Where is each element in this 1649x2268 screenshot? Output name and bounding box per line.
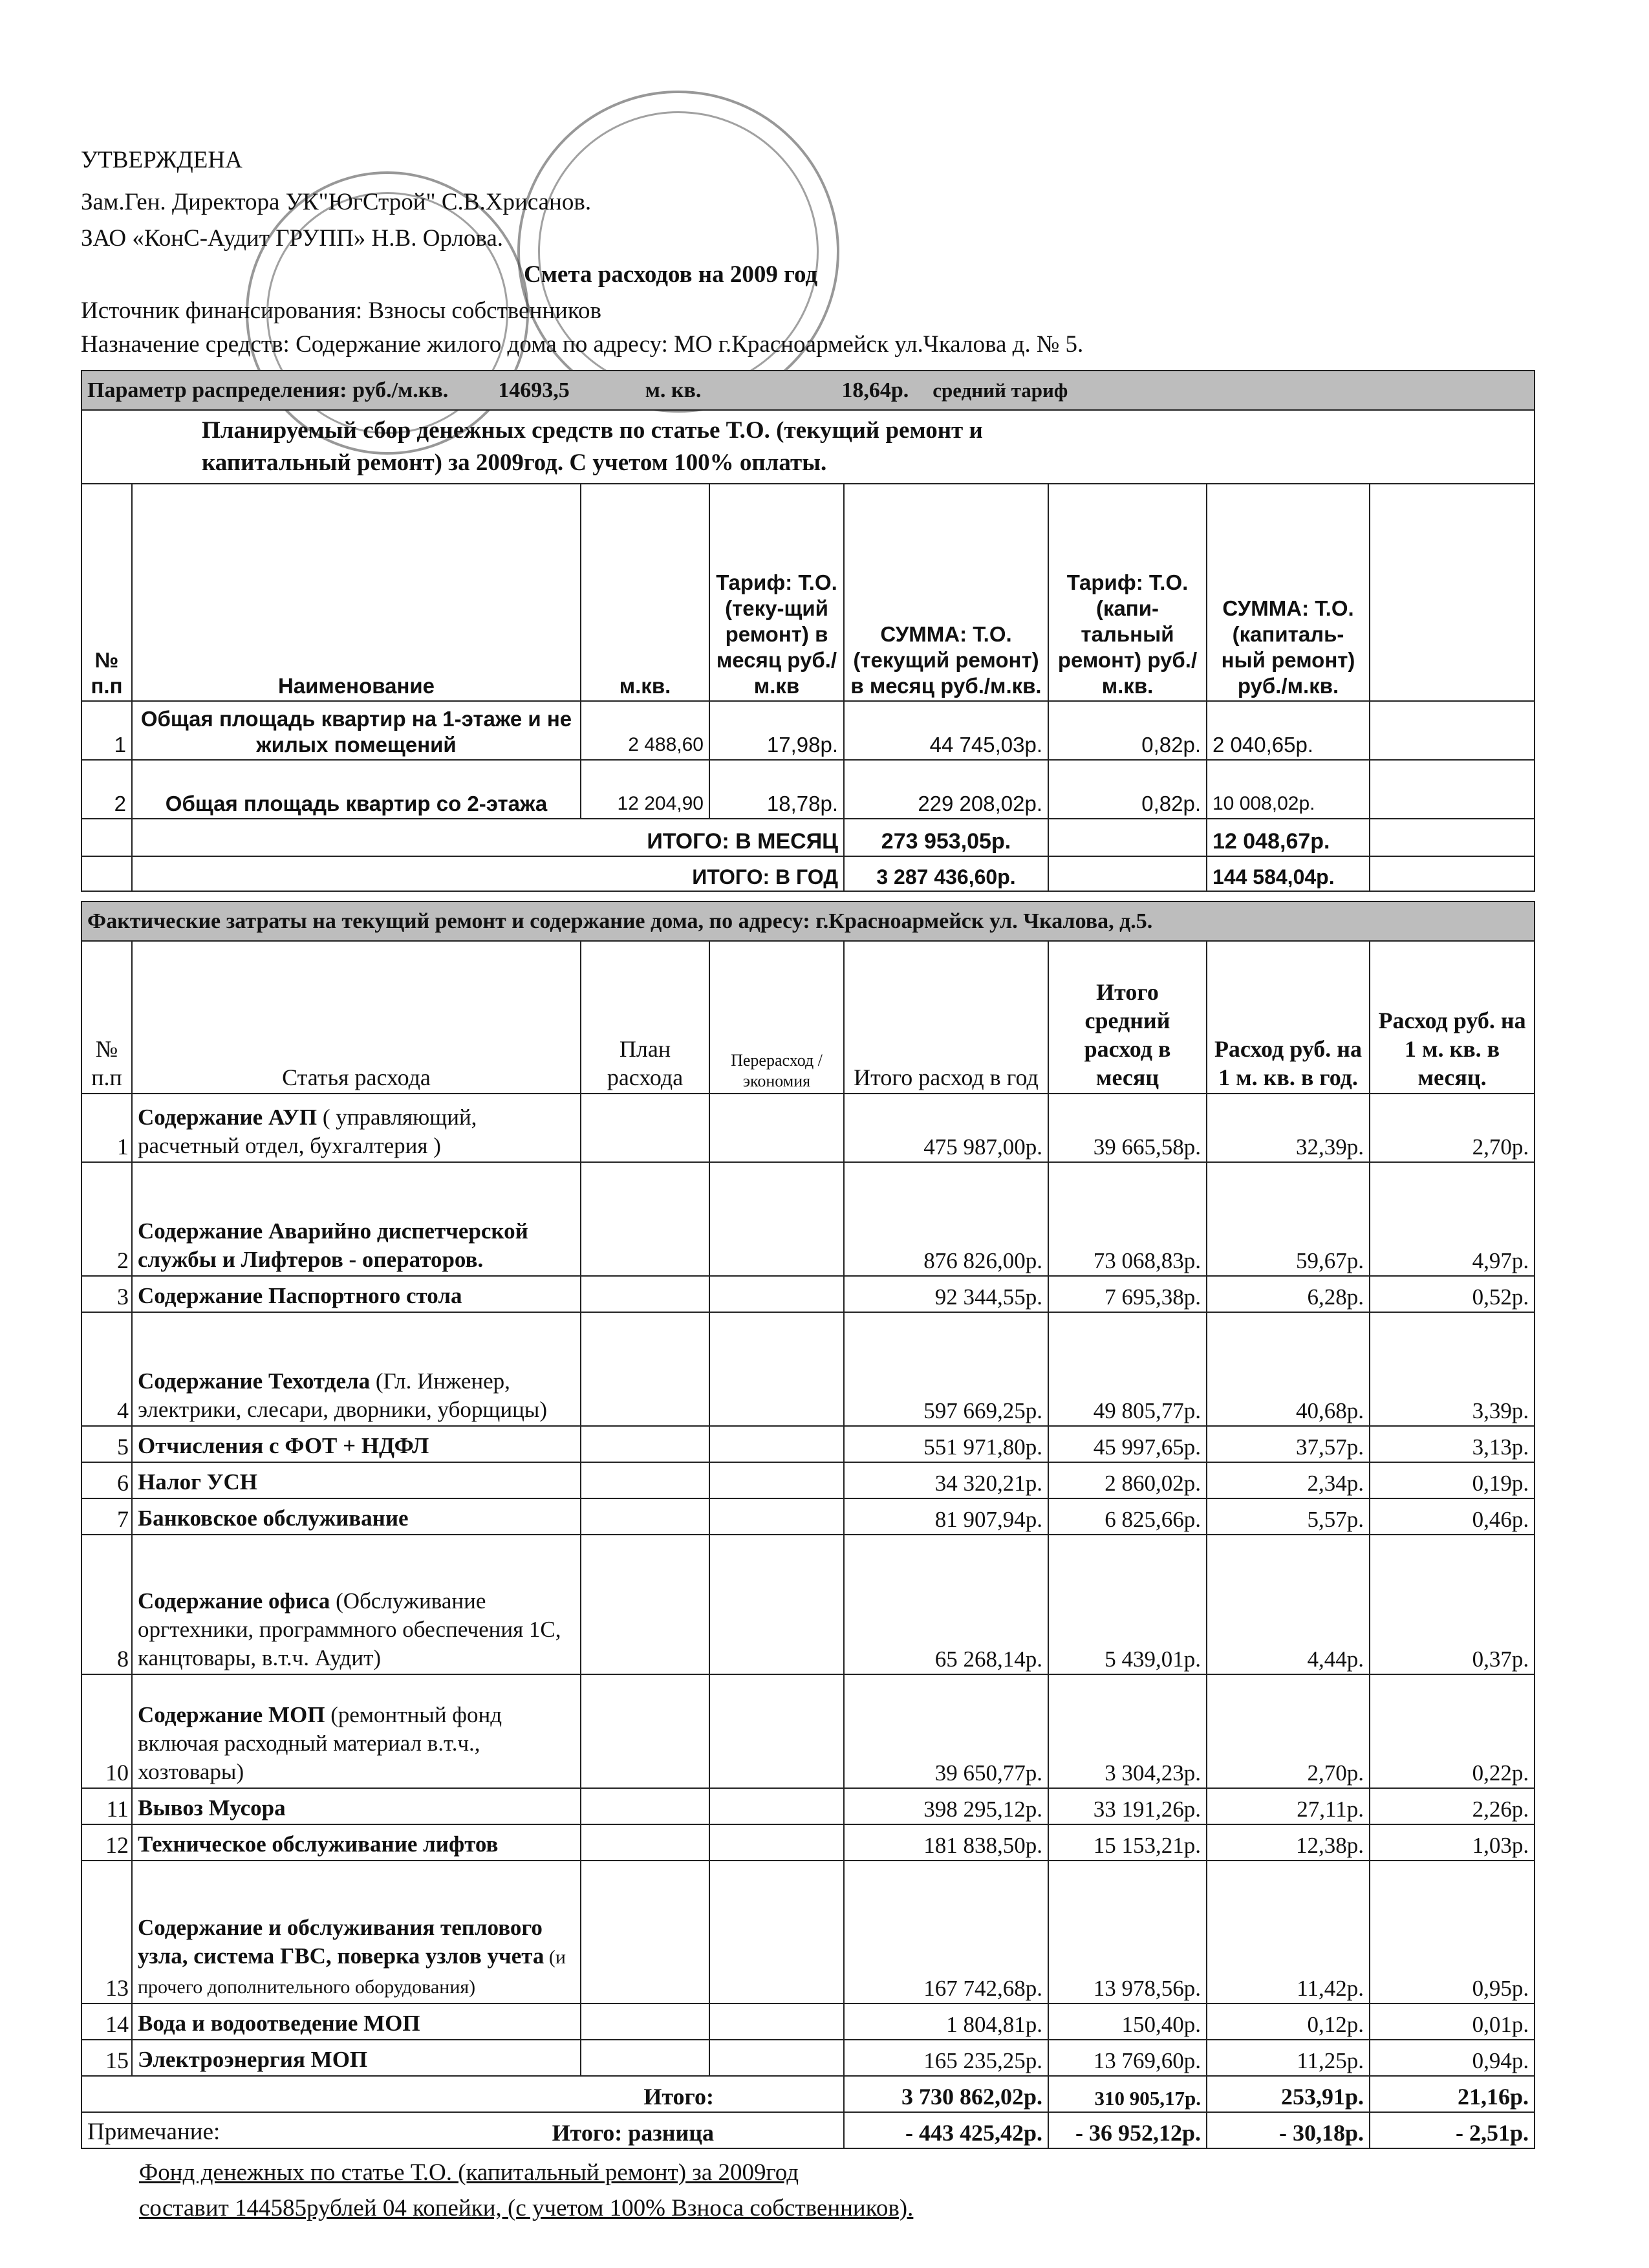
actual-diff-row	[81, 2112, 1535, 2148]
actual-col-item: Статья расхода	[132, 941, 581, 1094]
expense-plan	[581, 1674, 709, 1788]
expense-diff	[709, 1788, 844, 1824]
planned-year-total-row	[81, 856, 1535, 891]
expense-m2-month: 0,37р.	[1370, 1535, 1535, 1674]
expense-m2-year: 59,67р.	[1207, 1162, 1370, 1276]
note-line-2: составит 144585рублей 04 копейки, (с учетом 100% Взноса собственников).	[139, 2195, 914, 2221]
expense-item-main: Электроэнергия МОП	[138, 2047, 368, 2072]
planned-col-empty	[1370, 484, 1535, 701]
expense-num: 3	[81, 1276, 132, 1312]
expense-month: 49 805,77р.	[1048, 1312, 1207, 1426]
actual-col-plan: План расхода	[581, 941, 709, 1094]
planned-row-empty	[1370, 701, 1535, 760]
planned-row-sum-cur: 229 208,02р.	[844, 760, 1048, 819]
expense-diff	[709, 1462, 844, 1498]
expense-item	[132, 1535, 581, 1674]
expense-item	[132, 1462, 581, 1498]
actual-diff-m2y: - 30,18р.	[1207, 2112, 1370, 2148]
expense-m2-year: 11,25р.	[1207, 2040, 1370, 2076]
expense-m2-month: 0,46р.	[1370, 1498, 1535, 1535]
expense-plan	[581, 1462, 709, 1498]
expense-item	[132, 1312, 581, 1426]
expense-m2-year: 2,34р.	[1207, 1462, 1370, 1498]
planned-month-label: ИТОГО: В МЕСЯЦ	[132, 819, 844, 856]
expense-year: 597 669,25р.	[844, 1312, 1048, 1426]
expense-diff	[709, 1861, 844, 2003]
expense-month: 2 860,02р.	[1048, 1462, 1207, 1498]
note-label: Примечание:	[87, 2119, 221, 2145]
expense-m2-month: 0,94р.	[1370, 2040, 1535, 2076]
planned-row-empty	[1370, 760, 1535, 819]
actual-diff-label: Итого: разница	[81, 2112, 844, 2148]
expense-row	[81, 1462, 1535, 1498]
expense-row	[81, 1426, 1535, 1462]
planned-table	[81, 370, 1535, 892]
param-tariff-label: средний тариф	[932, 378, 1068, 402]
planned-col-name: Наименование	[132, 484, 581, 701]
expense-m2-month: 0,95р.	[1370, 1861, 1535, 2003]
expense-item-main: Вывоз Мусора	[138, 1795, 286, 1820]
planned-row-name: Общая площадь квартир на 1-этаже и не жилых помещений	[132, 701, 581, 760]
planned-row-tariff-cap: 0,82р.	[1048, 760, 1207, 819]
expense-month: 5 439,01р.	[1048, 1535, 1207, 1674]
planned-month-cap: 12 048,67р.	[1207, 819, 1370, 856]
planned-row-tariff-cap: 0,82р.	[1048, 701, 1207, 760]
expense-year: 398 295,12р.	[844, 1788, 1048, 1824]
planned-row-sum-cur: 44 745,03р.	[844, 701, 1048, 760]
expense-m2-month: 1,03р.	[1370, 1824, 1535, 1861]
expense-year: 81 907,94р.	[844, 1498, 1048, 1535]
expense-m2-month: 3,13р.	[1370, 1426, 1535, 1462]
expense-year: 181 838,50р.	[844, 1824, 1048, 1861]
expense-num: 6	[81, 1462, 132, 1498]
expense-m2-year: 5,57р.	[1207, 1498, 1370, 1535]
planned-row-area: 12 204,90	[581, 760, 709, 819]
expense-m2-month: 0,52р.	[1370, 1276, 1535, 1312]
expense-m2-year: 12,38р.	[1207, 1824, 1370, 1861]
expense-m2-month: 2,26р.	[1370, 1788, 1535, 1824]
planned-row	[81, 760, 1535, 819]
approver-line-1: Зам.Ген. Директора УК"ЮгСтрой" С.В.Хрисанов.	[81, 189, 592, 215]
expense-num: 7	[81, 1498, 132, 1535]
expense-item	[132, 1276, 581, 1312]
expense-month: 39 665,58р.	[1048, 1094, 1207, 1162]
expense-year: 65 268,14р.	[844, 1535, 1048, 1674]
expense-month: 7 695,38р.	[1048, 1276, 1207, 1312]
actual-total-month: 310 905,17р.	[1048, 2076, 1207, 2112]
expense-plan	[581, 2003, 709, 2040]
expense-month: 6 825,66р.	[1048, 1498, 1207, 1535]
planned-col-sum-cur: СУММА: Т.О.(текущий ремонт) в месяц руб./м.кв.	[844, 484, 1048, 701]
expense-year: 165 235,25р.	[844, 2040, 1048, 2076]
expense-plan	[581, 1162, 709, 1276]
expense-m2-month: 3,39р.	[1370, 1312, 1535, 1426]
expense-item-detail: (Обслуживание оргтехники, программного обеспечения 1С, канцтовары, в.т.ч. Аудит)	[138, 1588, 561, 1670]
expense-m2-year: 11,42р.	[1207, 1861, 1370, 2003]
planned-title-line-1: Планируемый сбор денежных средств по статье Т.О. (текущий ремонт и	[202, 417, 983, 444]
expense-num: 10	[81, 1674, 132, 1788]
actual-total-year: 3 730 862,02р.	[844, 2076, 1048, 2112]
expense-item	[132, 2003, 581, 2040]
expense-plan	[581, 1094, 709, 1162]
expense-plan	[581, 1498, 709, 1535]
actual-total-m2m: 21,16р.	[1370, 2076, 1535, 2112]
planned-row-num: 2	[81, 760, 132, 819]
planned-row-name: Общая площадь квартир со 2-этажа	[132, 760, 581, 819]
expense-item-main: Отчисления с ФОТ + НДФЛ	[138, 1433, 429, 1458]
expense-year: 1 804,81р.	[844, 2003, 1048, 2040]
expense-plan	[581, 1276, 709, 1312]
expense-item-main: Налог УСН	[138, 1469, 257, 1495]
funds-purpose: Назначение средств: Содержание жилого дома по адресу: МО г.Красноармейск ул.Чкалова д. № 5.	[81, 331, 1084, 358]
expense-row	[81, 1162, 1535, 1276]
expense-m2-year: 40,68р.	[1207, 1312, 1370, 1426]
expense-month: 13 978,56р.	[1048, 1861, 1207, 2003]
expense-month: 33 191,26р.	[1048, 1788, 1207, 1824]
actual-diff-month: - 36 952,12р.	[1048, 2112, 1207, 2148]
planned-month-cur: 273 953,05р.	[844, 819, 1048, 856]
expense-row	[81, 1674, 1535, 1788]
expense-num: 11	[81, 1788, 132, 1824]
expense-row	[81, 1498, 1535, 1535]
expense-plan	[581, 1824, 709, 1861]
planned-col-sum-cap: СУММА: Т.О. (капиталь-ный ремонт) руб./м.кв.	[1207, 484, 1370, 701]
expense-m2-year: 27,11р.	[1207, 1788, 1370, 1824]
expense-row	[81, 1535, 1535, 1674]
expense-item-main: Содержание Техотдела	[138, 1368, 371, 1394]
expense-m2-month: 0,01р.	[1370, 2003, 1535, 2040]
expense-item-main: Банковское обслуживание	[138, 1506, 409, 1531]
param-tariff: 18,64р.	[841, 378, 909, 402]
expense-year: 92 344,55р.	[844, 1276, 1048, 1312]
expense-item-main: Содержание МОП	[138, 1702, 325, 1727]
expense-m2-year: 4,44р.	[1207, 1535, 1370, 1674]
planned-month-total-row	[81, 819, 1535, 856]
expense-m2-month: 0,19р.	[1370, 1462, 1535, 1498]
expense-year: 475 987,00р.	[844, 1094, 1048, 1162]
expense-row	[81, 1094, 1535, 1162]
expense-year: 551 971,80р.	[844, 1426, 1048, 1462]
actual-total-label: Итого:	[81, 2076, 844, 2112]
planned-year-cap: 144 584,04р.	[1207, 856, 1370, 891]
expense-month: 3 304,23р.	[1048, 1674, 1207, 1788]
param-row	[81, 371, 1535, 410]
expense-m2-year: 32,39р.	[1207, 1094, 1370, 1162]
expense-month: 150,40р.	[1048, 2003, 1207, 2040]
actual-col-num: № п.п	[81, 941, 132, 1094]
expense-num: 8	[81, 1535, 132, 1674]
expense-m2-month: 4,97р.	[1370, 1162, 1535, 1276]
expense-diff	[709, 1312, 844, 1426]
planned-title-line-2: капитальный ремонт) за 2009год. С учетом 100% оплаты.	[202, 449, 827, 476]
planned-col-tariff-cap: Тариф: Т.О.(капи-тальный ремонт) руб./м.кв.	[1048, 484, 1207, 701]
expense-row	[81, 2040, 1535, 2076]
expense-m2-year: 2,70р.	[1207, 1674, 1370, 1788]
expense-plan	[581, 1312, 709, 1426]
actual-title: Фактические затраты на текущий ремонт и содержание дома, по адресу: г.Красноармейск ул. Чкалова, д.5.	[81, 902, 1535, 941]
expense-item	[132, 1498, 581, 1535]
expense-item	[132, 1861, 581, 2003]
expense-plan	[581, 1535, 709, 1674]
expense-num: 13	[81, 1861, 132, 2003]
expense-plan	[581, 2040, 709, 2076]
funding-source: Источник финансирования: Взносы собственников	[81, 297, 601, 324]
expense-m2-year: 6,28р.	[1207, 1276, 1370, 1312]
planned-col-area: м.кв.	[581, 484, 709, 701]
expense-diff	[709, 2040, 844, 2076]
expense-row	[81, 1824, 1535, 1861]
expense-item	[132, 1162, 581, 1276]
expense-month: 15 153,21р.	[1048, 1824, 1207, 1861]
actual-total-m2y: 253,91р.	[1207, 2076, 1370, 2112]
expense-item-main: Содержание Аварийно диспетчерской службы и Лифтеров - операторов.	[138, 1218, 528, 1272]
planned-year-cur: 3 287 436,60р.	[844, 856, 1048, 891]
note-line-1: Фонд денежных по статье Т.О. (капитальный ремонт) за 2009год	[139, 2159, 799, 2186]
expense-diff	[709, 1824, 844, 1861]
expense-diff	[709, 1276, 844, 1312]
expense-row	[81, 1861, 1535, 2003]
expense-diff	[709, 2003, 844, 2040]
actual-col-per-m2-year: Расход руб. на 1 м. кв. в год.	[1207, 941, 1370, 1094]
expense-item-main: Техническое обслуживание лифтов	[138, 1831, 499, 1857]
expense-item-main: Содержание офиса	[138, 1588, 330, 1614]
expense-num: 14	[81, 2003, 132, 2040]
expense-m2-year: 37,57р.	[1207, 1426, 1370, 1462]
planned-row-sum-cap: 10 008,02р.	[1207, 760, 1370, 819]
expense-item	[132, 1824, 581, 1861]
expense-month: 13 769,60р.	[1048, 2040, 1207, 2076]
planned-year-label: ИТОГО: В ГОД	[132, 856, 844, 891]
expense-item-main: Содержание и обслуживания теплового узла, система ГВС, поверка узлов учета	[138, 1915, 544, 1969]
planned-row-tariff-cur: 18,78р.	[709, 760, 844, 819]
expense-num: 15	[81, 2040, 132, 2076]
expense-num: 1	[81, 1094, 132, 1162]
planned-row-tariff-cur: 17,98р.	[709, 701, 844, 760]
expense-m2-month: 0,22р.	[1370, 1674, 1535, 1788]
expense-year: 34 320,21р.	[844, 1462, 1048, 1498]
expense-year: 39 650,77р.	[844, 1674, 1048, 1788]
param-area: 14693,5	[498, 378, 570, 402]
expense-num: 5	[81, 1426, 132, 1462]
expense-diff	[709, 1674, 844, 1788]
expense-num: 2	[81, 1162, 132, 1276]
expense-item-detail: (и прочего дополнительного оборудования)	[138, 1947, 566, 1998]
planned-title	[81, 410, 1535, 484]
actual-diff-m2m: - 2,51р.	[1370, 2112, 1535, 2148]
expense-row	[81, 1312, 1535, 1426]
stamp-yugstroy	[517, 91, 839, 413]
document-title: Смета расходов на 2009 год	[524, 261, 818, 288]
expense-m2-month: 2,70р.	[1370, 1094, 1535, 1162]
expense-diff	[709, 1426, 844, 1462]
planned-row-area: 2 488,60	[581, 701, 709, 760]
expense-item	[132, 2040, 581, 2076]
expense-item-main: Содержание Паспортного стола	[138, 1283, 462, 1308]
planned-col-tariff-cur: Тариф: Т.О.(теку-щий ремонт) в месяц руб./м.кв	[709, 484, 844, 701]
expense-m2-year: 0,12р.	[1207, 2003, 1370, 2040]
expense-row	[81, 2003, 1535, 2040]
expense-num: 4	[81, 1312, 132, 1426]
actual-col-month-avg: Итого средний расход в месяц	[1048, 941, 1207, 1094]
expense-item	[132, 1426, 581, 1462]
planned-row-sum-cap: 2 040,65р.	[1207, 701, 1370, 760]
expense-item	[132, 1674, 581, 1788]
approver-line-2: ЗАО «КонС-Аудит ГРУПП» Н.В. Орлова.	[81, 225, 504, 252]
approved-label: УТВЕРЖДЕНА	[81, 147, 242, 173]
expense-month: 45 997,65р.	[1048, 1426, 1207, 1462]
expense-diff	[709, 1498, 844, 1535]
param-unit: м. кв.	[645, 378, 702, 402]
expense-diff	[709, 1094, 844, 1162]
actual-expenses-table	[81, 901, 1535, 2149]
expense-item-detail: (ремонтный фонд включая расходный материал в.т.ч., хозтовары)	[138, 1702, 502, 1784]
actual-col-per-m2-month: Расход руб. на 1 м. кв. в месяц.	[1370, 941, 1535, 1094]
actual-diff-year: - 443 425,42р.	[844, 2112, 1048, 2148]
planned-row-num: 1	[81, 701, 132, 760]
expense-item	[132, 1094, 581, 1162]
expense-plan	[581, 1788, 709, 1824]
expense-plan	[581, 1861, 709, 2003]
expense-num: 12	[81, 1824, 132, 1861]
actual-col-diff: Перерасход / экономия	[709, 941, 844, 1094]
actual-col-year: Итого расход в год	[844, 941, 1048, 1094]
expense-year: 876 826,00р.	[844, 1162, 1048, 1276]
actual-total-row	[81, 2076, 1535, 2112]
expense-year: 167 742,68р.	[844, 1861, 1048, 2003]
planned-row	[81, 701, 1535, 760]
expense-item-main: Содержание АУП	[138, 1105, 318, 1130]
expense-item-main: Вода и водоотведение МОП	[138, 2011, 420, 2036]
expense-row	[81, 1276, 1535, 1312]
expense-item-detail: (Гл. Инженер, электрики, слесари, дворники, уборщицы)	[138, 1368, 547, 1422]
expense-item	[132, 1788, 581, 1824]
expense-plan	[581, 1426, 709, 1462]
expense-diff	[709, 1535, 844, 1674]
expense-item-detail: ( управляющий, расчетный отдел, бухгалтерия )	[138, 1105, 477, 1158]
expense-row	[81, 1788, 1535, 1824]
planned-col-num: № п.п	[81, 484, 132, 701]
expense-diff	[709, 1162, 844, 1276]
expense-month: 73 068,83р.	[1048, 1162, 1207, 1276]
param-label: Параметр распределения: руб./м.кв.	[87, 378, 449, 402]
